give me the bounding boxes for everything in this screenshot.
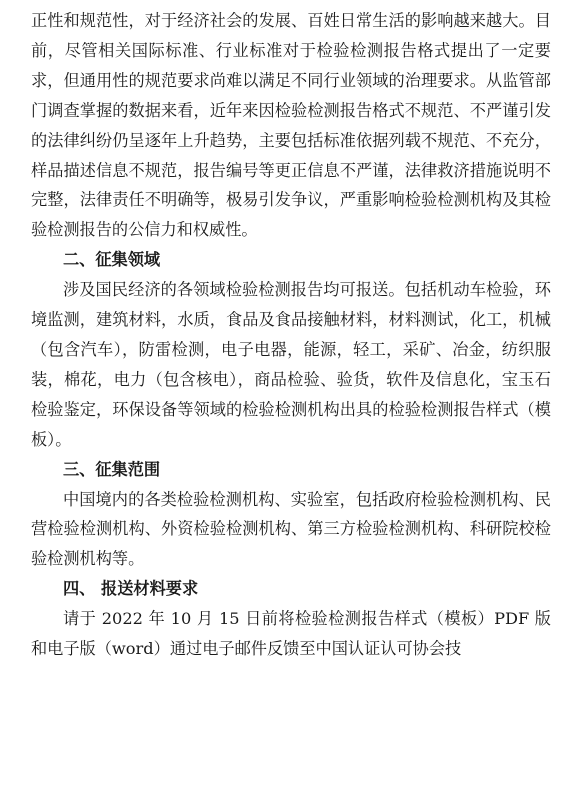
intro-paragraph: 正性和规范性，对于经济社会的发展、百姓日常生活的影响越来越大。目前，尽管相关国际标准、行业标准对于检验检测报告格式提出了一定要求，但通用性的规范要求尚难以满足不同行业领域的治理要求。从监管部门调查掌握的数据来看，近年来因检验检测报告格式不规范、不严谨引发的法律纠纷仍呈逐年上升趋势，主要包括标准依据列载不规范、不充分，样品描述信息不规范，报告编号等更正信息不严谨，法律救济措施说明不完整，法律责任不明确等，极易引发争议，严重影响检验检测机构及其检验检测报告的公信力和权威性。	[31, 11, 551, 240]
submission-paragraph: 请于 2022 年 10 月 15 日前将检验检测报告样式（模板）PDF 版和电子版（word）通过电子邮件反馈至中国认证认可协会技	[31, 609, 551, 659]
document-page	[31, 6, 551, 664]
section-heading-scope: 三、征集范围	[63, 459, 161, 479]
section-heading-fields: 二、征集领域	[63, 250, 161, 270]
section-heading-submission: 四、 报送材料要求	[63, 579, 199, 599]
fields-paragraph: 涉及国民经济的各领域检验检测报告均可报送。包括机动车检验，环境监测，建筑材料，水质，食品及食品接触材料，材料测试，化工，机械（包含汽车），防雷检测，电子电器，能源，轻工，采矿、冶金，纺织服装，棉花，电力（包含核电），商品检验、验货，软件及信息化，宝玉石检验鉴定，环保设备等领域的检验检测机构出具的检验检测报告样式（模板）。	[31, 280, 551, 449]
scope-paragraph: 中国境内的各类检验检测机构、实验室，包括政府检验检测机构、民营检验检测机构、外资检验检测机构、第三方检验检测机构、科研院校检验检测机构等。	[31, 489, 551, 569]
